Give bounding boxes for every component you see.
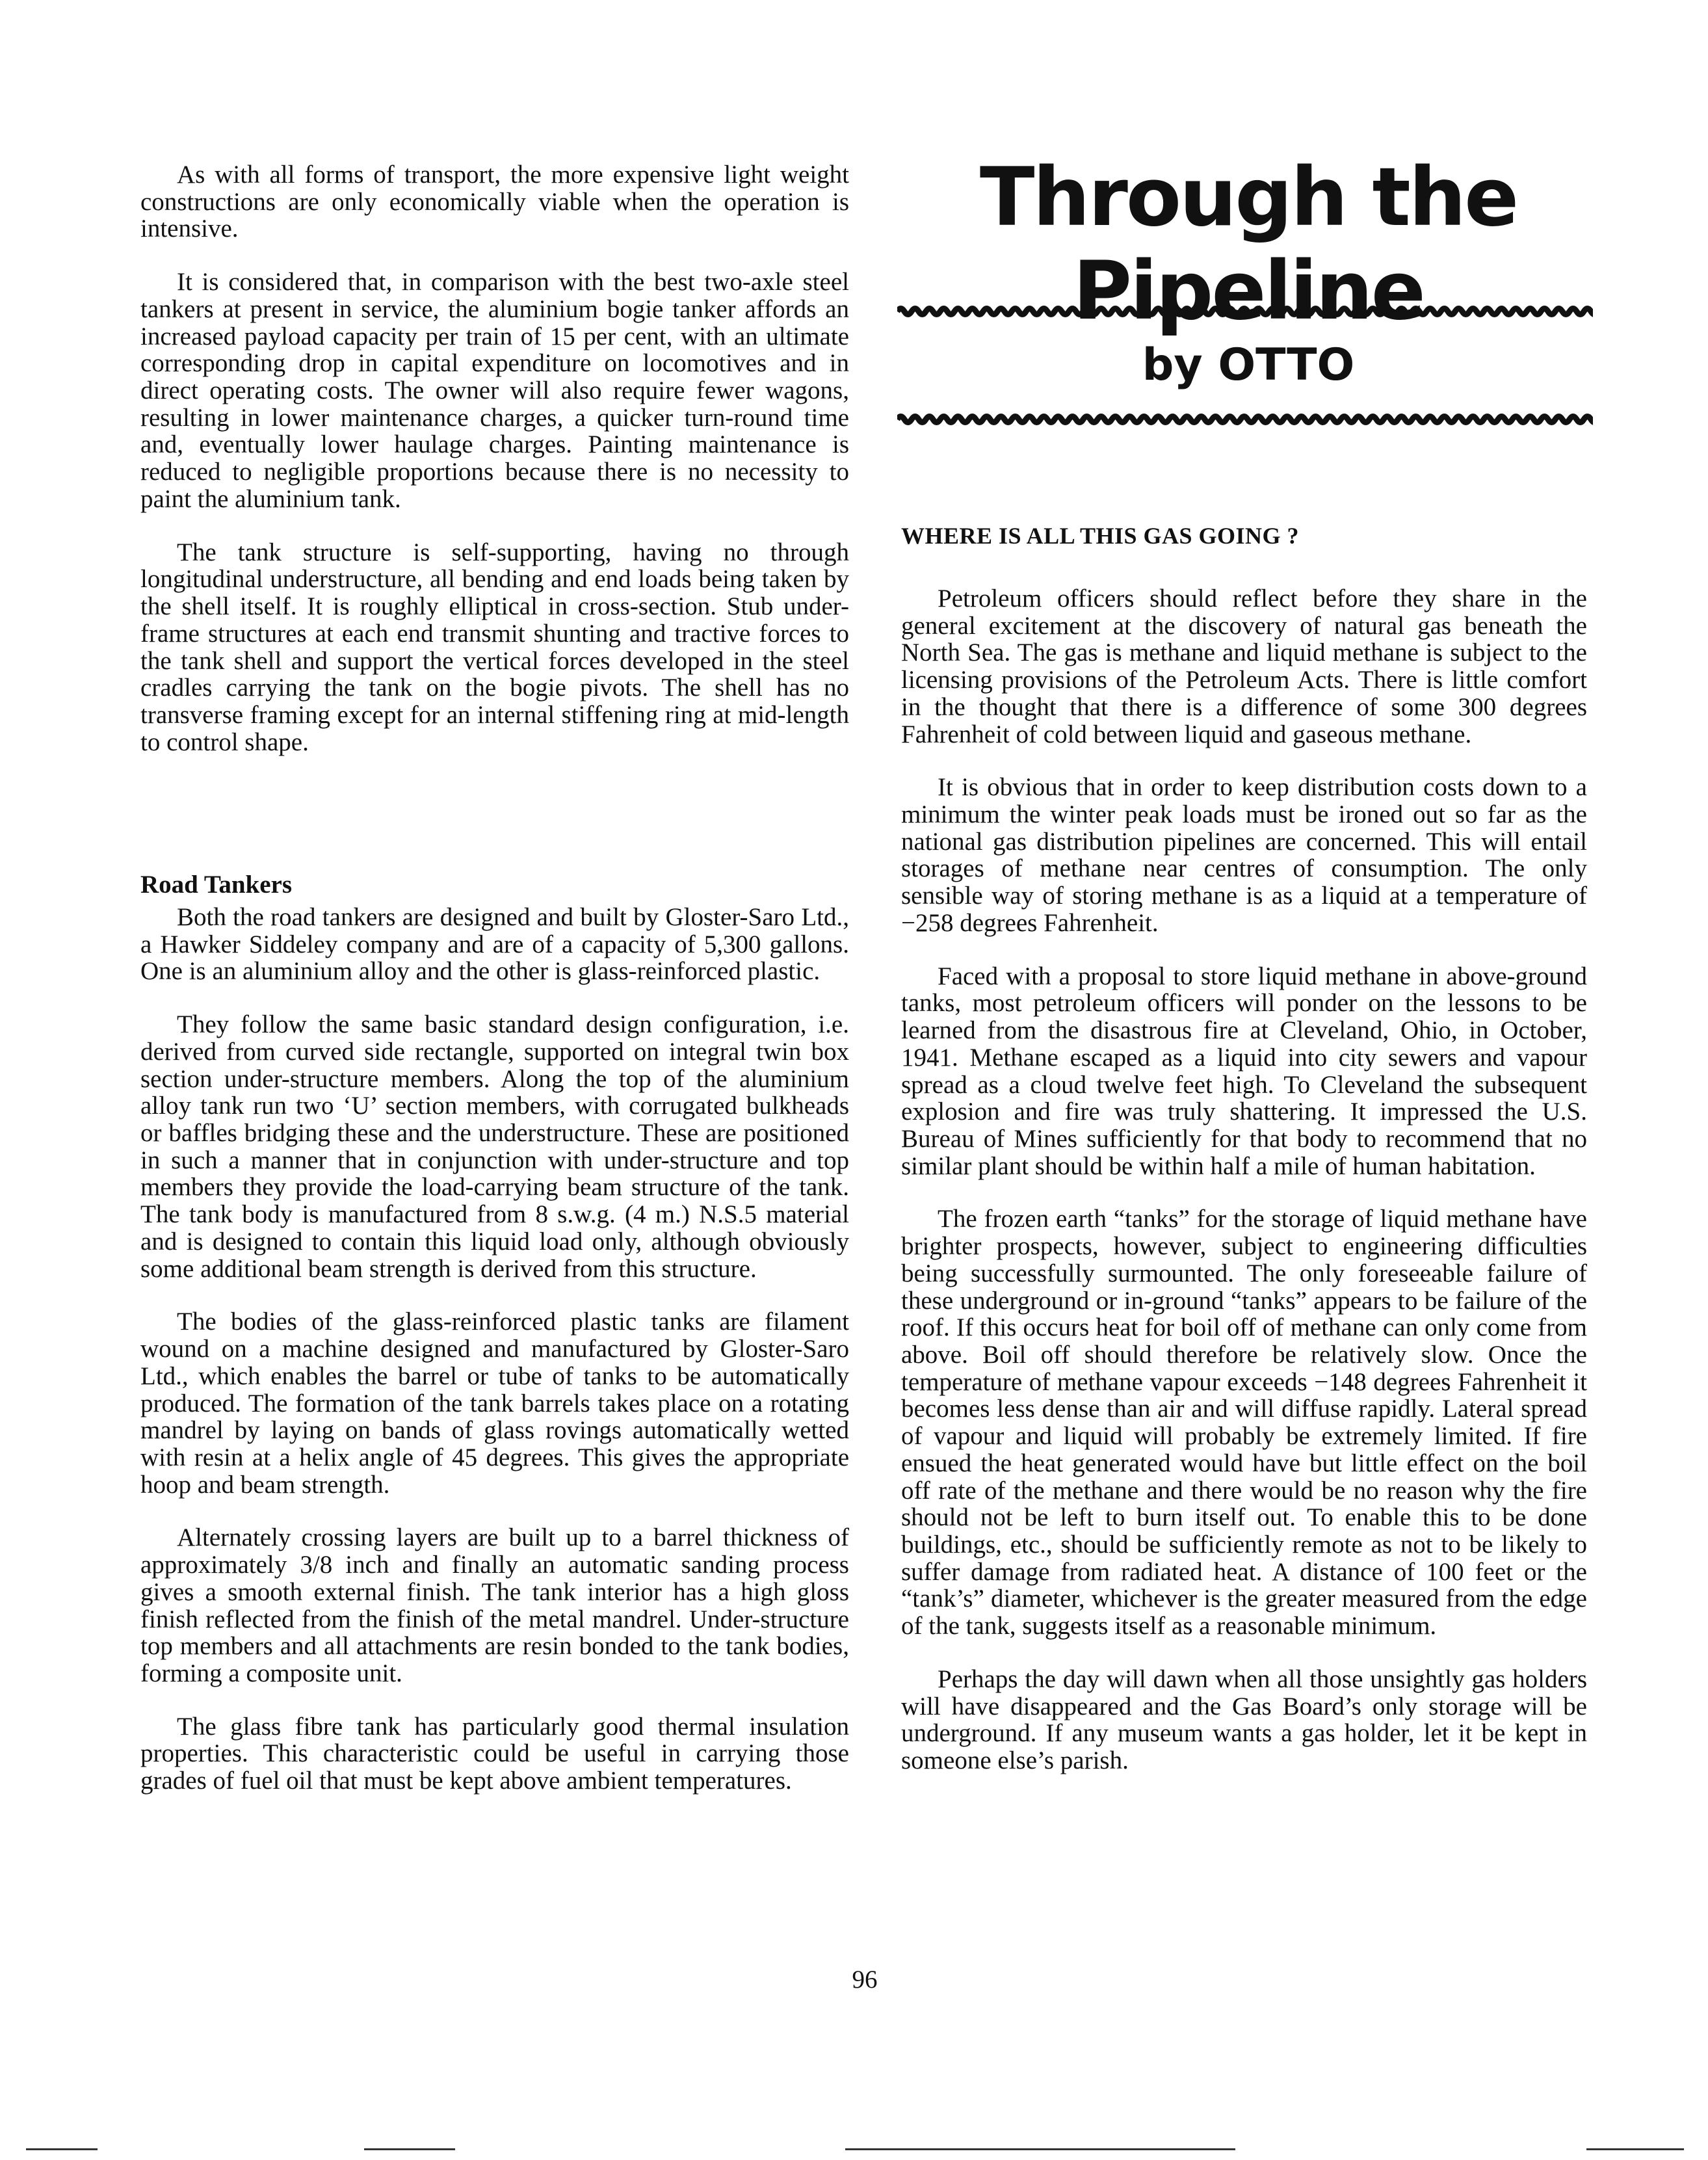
paragraph: They follow the same basic standard design configuration, i.e. derived from curved side rectangle, supported on integral twin box section under-structure members. Along the top of the aluminium alloy tank run two ‘U’ section members, with corrugated bulkheads or baffles bridging these and the understructure. These are positioned in such a manner that in conjunction with under-structure and top members they provide the load-carrying beam structure of the tank. The tank body is manufactured from 8 s.w.g. (4 m.) N.S.5 material and is designed to contain this liquid load only, although obviously some additional beam strength is derived from this structure. bbox=[140, 1010, 849, 1283]
bottom-edge-rule bbox=[364, 2148, 455, 2150]
article-title: Through the Pipeline bbox=[979, 151, 1517, 338]
bottom-edge-rule bbox=[1586, 2148, 1684, 2150]
paragraph: The bodies of the glass-reinforced plastic tanks are filament wound on a machine designed and manufactured by Gloster-Saro Ltd., which enables the barrel or tube of tanks to be automatically produced. The formation of the tank barrels takes place on a rotating mandrel by laying on bands of glass rovings automatically wetted with resin at a helix angle of 45 degrees. This gives the appropriate hoop and beam strength. bbox=[140, 1308, 849, 1499]
wavy-divider-top bbox=[897, 300, 1593, 323]
paragraph: Alternately crossing layers are built up to a barrel thickness of approximately 3/8 inch and finally an automatic sanding process gives a smooth external finish. The tank interior has a high gloss finish reflected from the finish of the metal mandrel. Under-structure top members and all attachments are resin bonded to the tank bodies, forming a composite unit. bbox=[140, 1523, 849, 1687]
paragraph: The glass fibre tank has particularly good thermal insulation properties. This characteristic could be useful in carrying those grades of fuel oil that must be kept above ambient temperatures. bbox=[140, 1712, 849, 1795]
left-column-road-tankers bbox=[140, 904, 849, 1821]
page-number: 96 bbox=[852, 1966, 878, 1994]
paragraph: Both the road tankers are designed and built by Gloster-Saro Ltd., a Hawker Siddeley company and are of a capacity of 5,300 gallons. One is an aluminium alloy and the other is glass-reinforced plastic. bbox=[140, 903, 849, 986]
paragraph: Perhaps the day will dawn when all those unsightly gas holders will have disappeared and the Gas Board’s only storage will be underground. If any museum wants a gas holder, let it be kept in someone else’s parish. bbox=[901, 1665, 1587, 1775]
paragraph: The frozen earth “tanks” for the storage of liquid methane have brighter prospects, however, subject to engineering difficulties being successfully surmounted. The only foreseeable failure of these underground or in-ground “tanks” appears to be failure of the roof. If this occurs heat for boil off of methane can only come from above. Boil off should therefore be relatively slow. Once the temperature of methane vapour exceeds −148 degrees Fahrenheit it becomes less dense than air and will diffuse rapidly. Lateral spread of vapour and liquid will probably be extremely limited. If fire ensued the heat generated would have but little effect on the boil off rate of the methane and there would be no reason why the fire should not be left to burn itself out. To enable this to be done buildings, etc., should be sufficiently remote as not to be likely to suffer damage from radiated heat. A distance of 100 feet or the “tank’s” diameter, whichever is the greater measured from the edge of the tank, suggests itself as a reasonable minimum. bbox=[901, 1205, 1587, 1640]
bottom-edge-rule bbox=[845, 2148, 1235, 2150]
paragraph: Petroleum officers should reflect before they share in the general excitement at the discovery of natural gas beneath the North Sea. The gas is methane and liquid methane is subject to the licensing provisions of the Petroleum Acts. There is little comfort in the thought that there is a difference of some 300 degrees Fahrenheit of cold between liquid and gaseous methane. bbox=[901, 585, 1587, 748]
right-column-body bbox=[901, 585, 1587, 1800]
author-byline: by OTTO bbox=[1142, 339, 1355, 391]
paragraph: The tank structure is self-supporting, having no through longitudinal understructure, all bending and end loads being taken by the shell itself. It is roughly elliptical in cross-section. Stub under-frame structures at each end transmit shunting and tractive forces to the tank shell and support the vertical forces developed in the steel cradles carrying the tank on the bogie pivots. The shell has no transverse framing except for an internal stiffening ring at mid-length to control shape. bbox=[140, 538, 849, 756]
section-heading-gas: WHERE IS ALL THIS GAS GOING ? bbox=[901, 523, 1300, 549]
section-heading-road-tankers: Road Tankers bbox=[140, 871, 293, 899]
bottom-edge-rule bbox=[26, 2148, 98, 2150]
paragraph: Faced with a proposal to store liquid methane in above-ground tanks, most petroleum officers will ponder on the lessons to be learned from the disastrous fire at Cleveland, Ohio, in October, 1941. Methane escaped as a liquid into city sewers and vapour spread as a cloud twelve feet high. To Cleveland the subsequent explosion and fire was truly shattering. It impressed the U.S. Bureau of Mines sufficiently for that body to recommend that no similar plant should be within half a mile of human habitation. bbox=[901, 962, 1587, 1180]
paragraph: As with all forms of transport, the more expensive light weight constructions are only economically viable when the operation is intensive. bbox=[140, 161, 849, 243]
left-column-intro bbox=[140, 161, 849, 782]
paragraph: It is obvious that in order to keep distribution costs down to a minimum the winter peak loads must be ironed out so far as the national gas distribution pipelines are concerned. This will entail storages of methane near centres of consumption. The only sensible way of storing methane is as a liquid at a temperature of −258 degrees Fahrenheit. bbox=[901, 773, 1587, 937]
wavy-divider-bottom bbox=[897, 408, 1593, 430]
paragraph: It is considered that, in comparison with the best two-axle steel tankers at present in service, the aluminium bogie tanker affords an increased payload capacity per train of 15 per cent, with an ultimate corresponding drop in capital expenditure on locomotives and in direct operating costs. The owner will also require fewer wagons, resulting in lower maintenance charges, a quicker turn-round time and, eventually lower haulage charges. Painting maintenance is reduced to negligible proportions because there is no necessity to paint the aluminium tank. bbox=[140, 268, 849, 513]
